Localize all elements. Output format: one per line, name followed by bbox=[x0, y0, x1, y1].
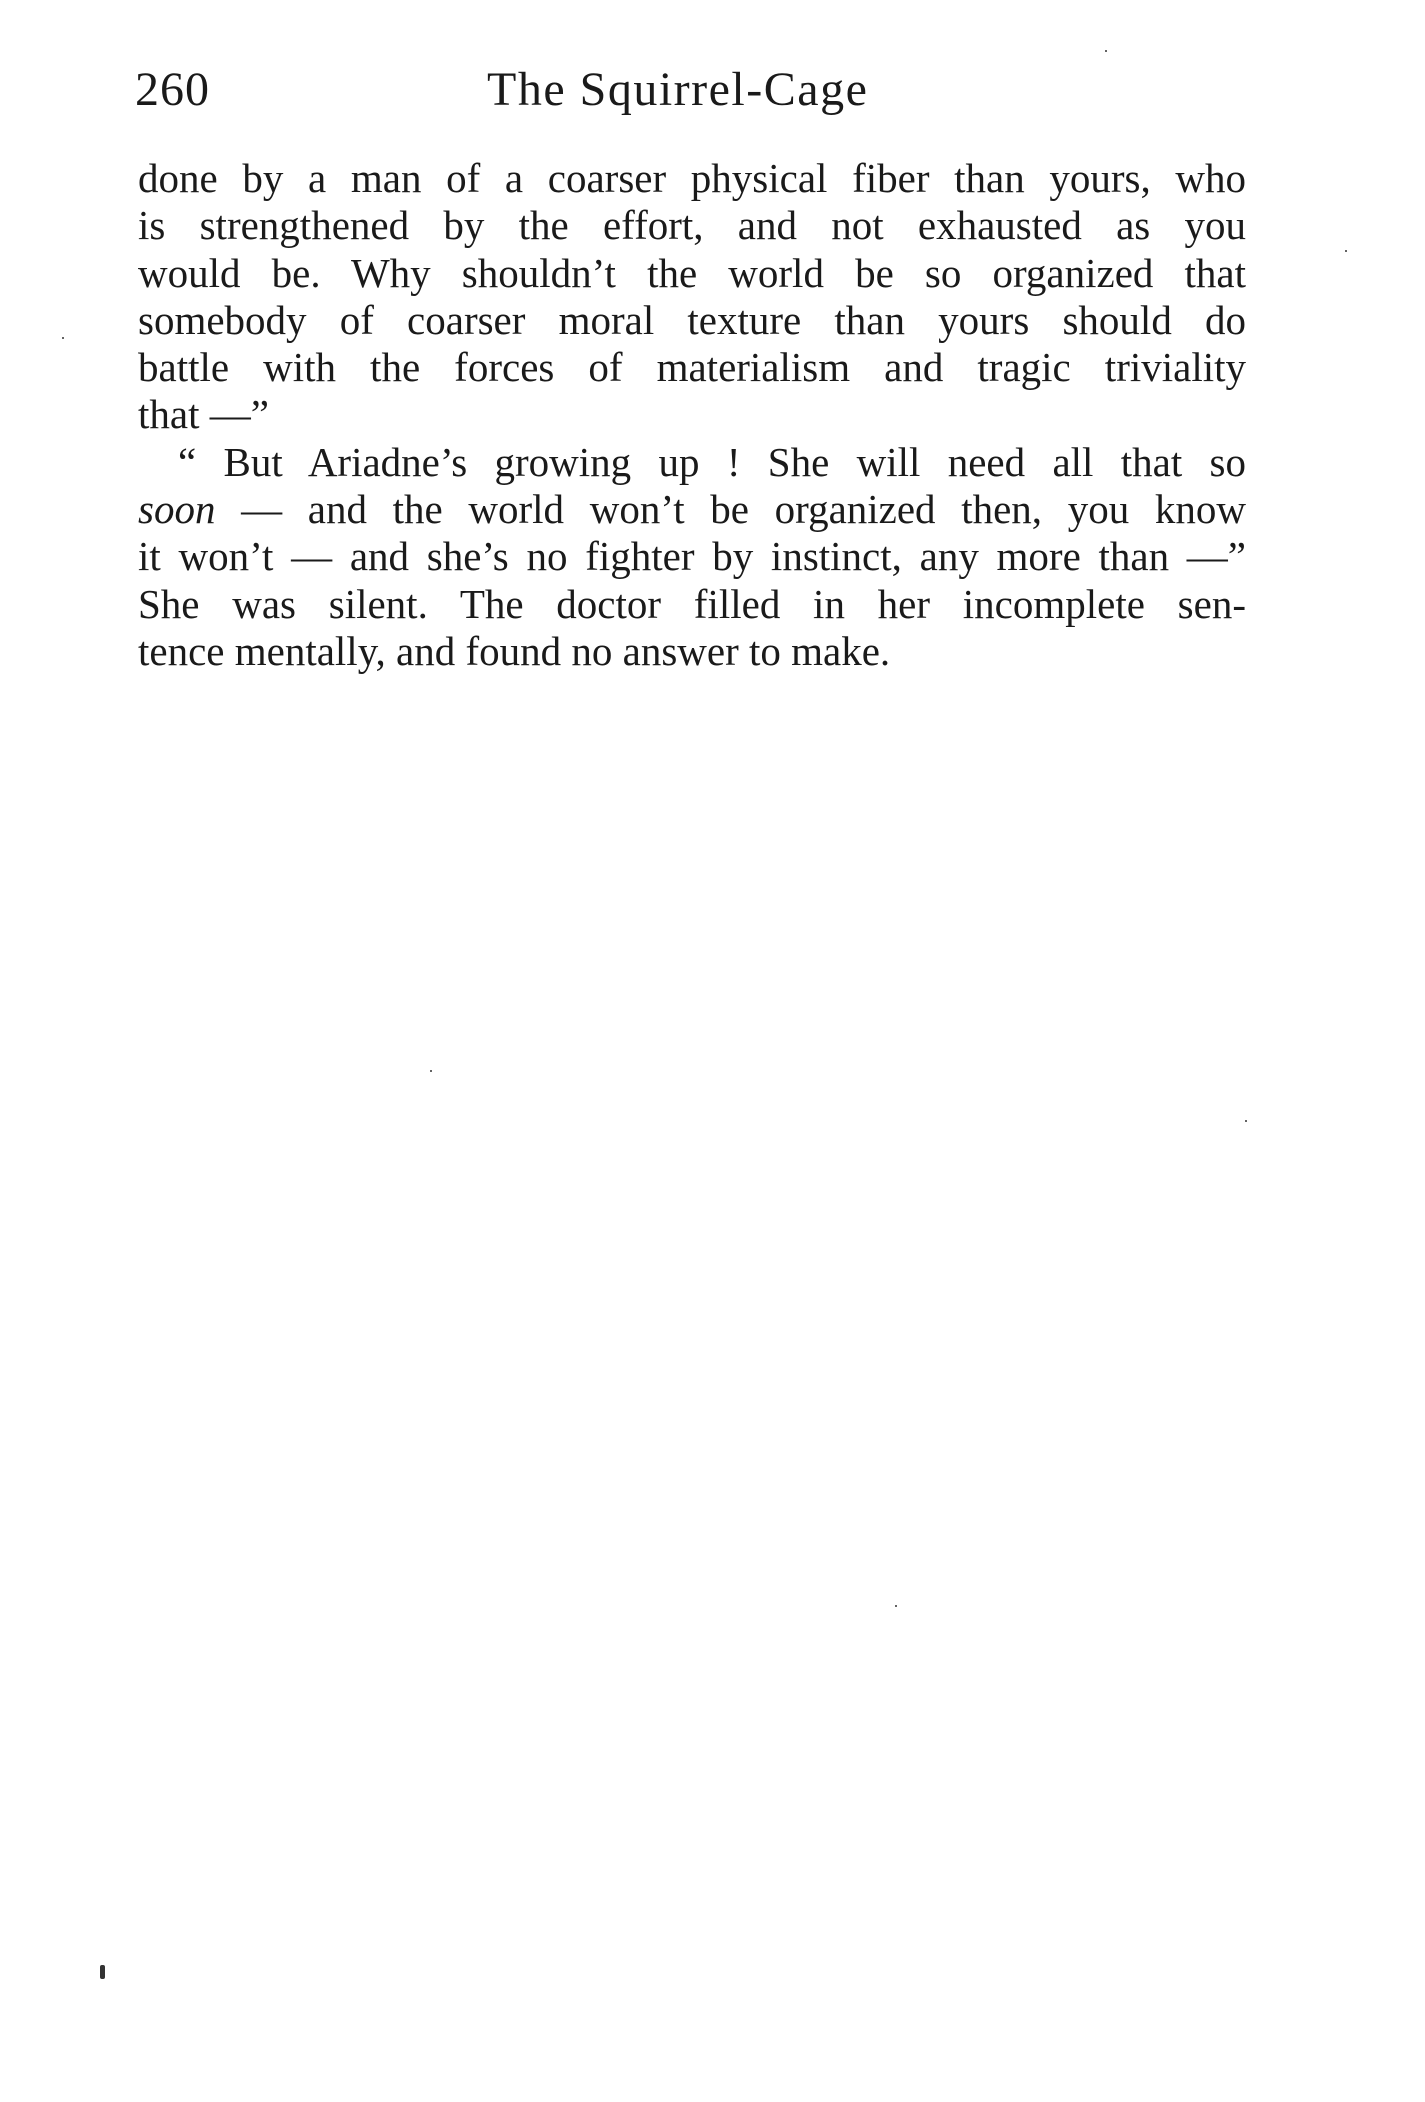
text-line: would be. Why shouldn’t the world be so organized that bbox=[138, 249, 1246, 296]
italic-word: soon bbox=[138, 486, 216, 533]
text-line: tence mentally, and found no answer to make. bbox=[138, 627, 891, 674]
body-text bbox=[138, 155, 1246, 675]
text-line: is strengthened by the effort, and not exhausted as you bbox=[138, 202, 1246, 249]
text-line: She was silent. The doctor filled in her incomplete sen- bbox=[138, 580, 1246, 627]
scan-speck bbox=[1245, 1120, 1247, 1122]
page-number: 260 bbox=[135, 63, 210, 116]
text-line: battle with the forces of materialism and tragic triviality bbox=[138, 344, 1246, 391]
scan-speck bbox=[1345, 250, 1347, 252]
text-line: somebody of coarser moral texture than yours should do bbox=[138, 296, 1246, 343]
text-line: that —” bbox=[138, 391, 269, 438]
scan-speck bbox=[100, 1965, 105, 1979]
text-line-with-italic bbox=[138, 486, 1246, 533]
running-head bbox=[135, 62, 1245, 122]
running-title: The Squirrel-Cage bbox=[487, 63, 869, 116]
scan-speck bbox=[62, 337, 64, 339]
scan-speck bbox=[895, 1605, 897, 1607]
scan-speck bbox=[430, 1070, 432, 1072]
text-line: “ But Ariadne’s growing up ! She will need all that so bbox=[178, 438, 1246, 485]
text-line: it won’t — and she’s no fighter by instinct, any more than —” bbox=[138, 533, 1246, 580]
text-fragment: — and the world won’t be organized then, you know bbox=[215, 486, 1246, 533]
text-line: done by a man of a coarser physical fiber than yours, who bbox=[138, 155, 1246, 201]
scan-speck bbox=[1105, 50, 1107, 52]
